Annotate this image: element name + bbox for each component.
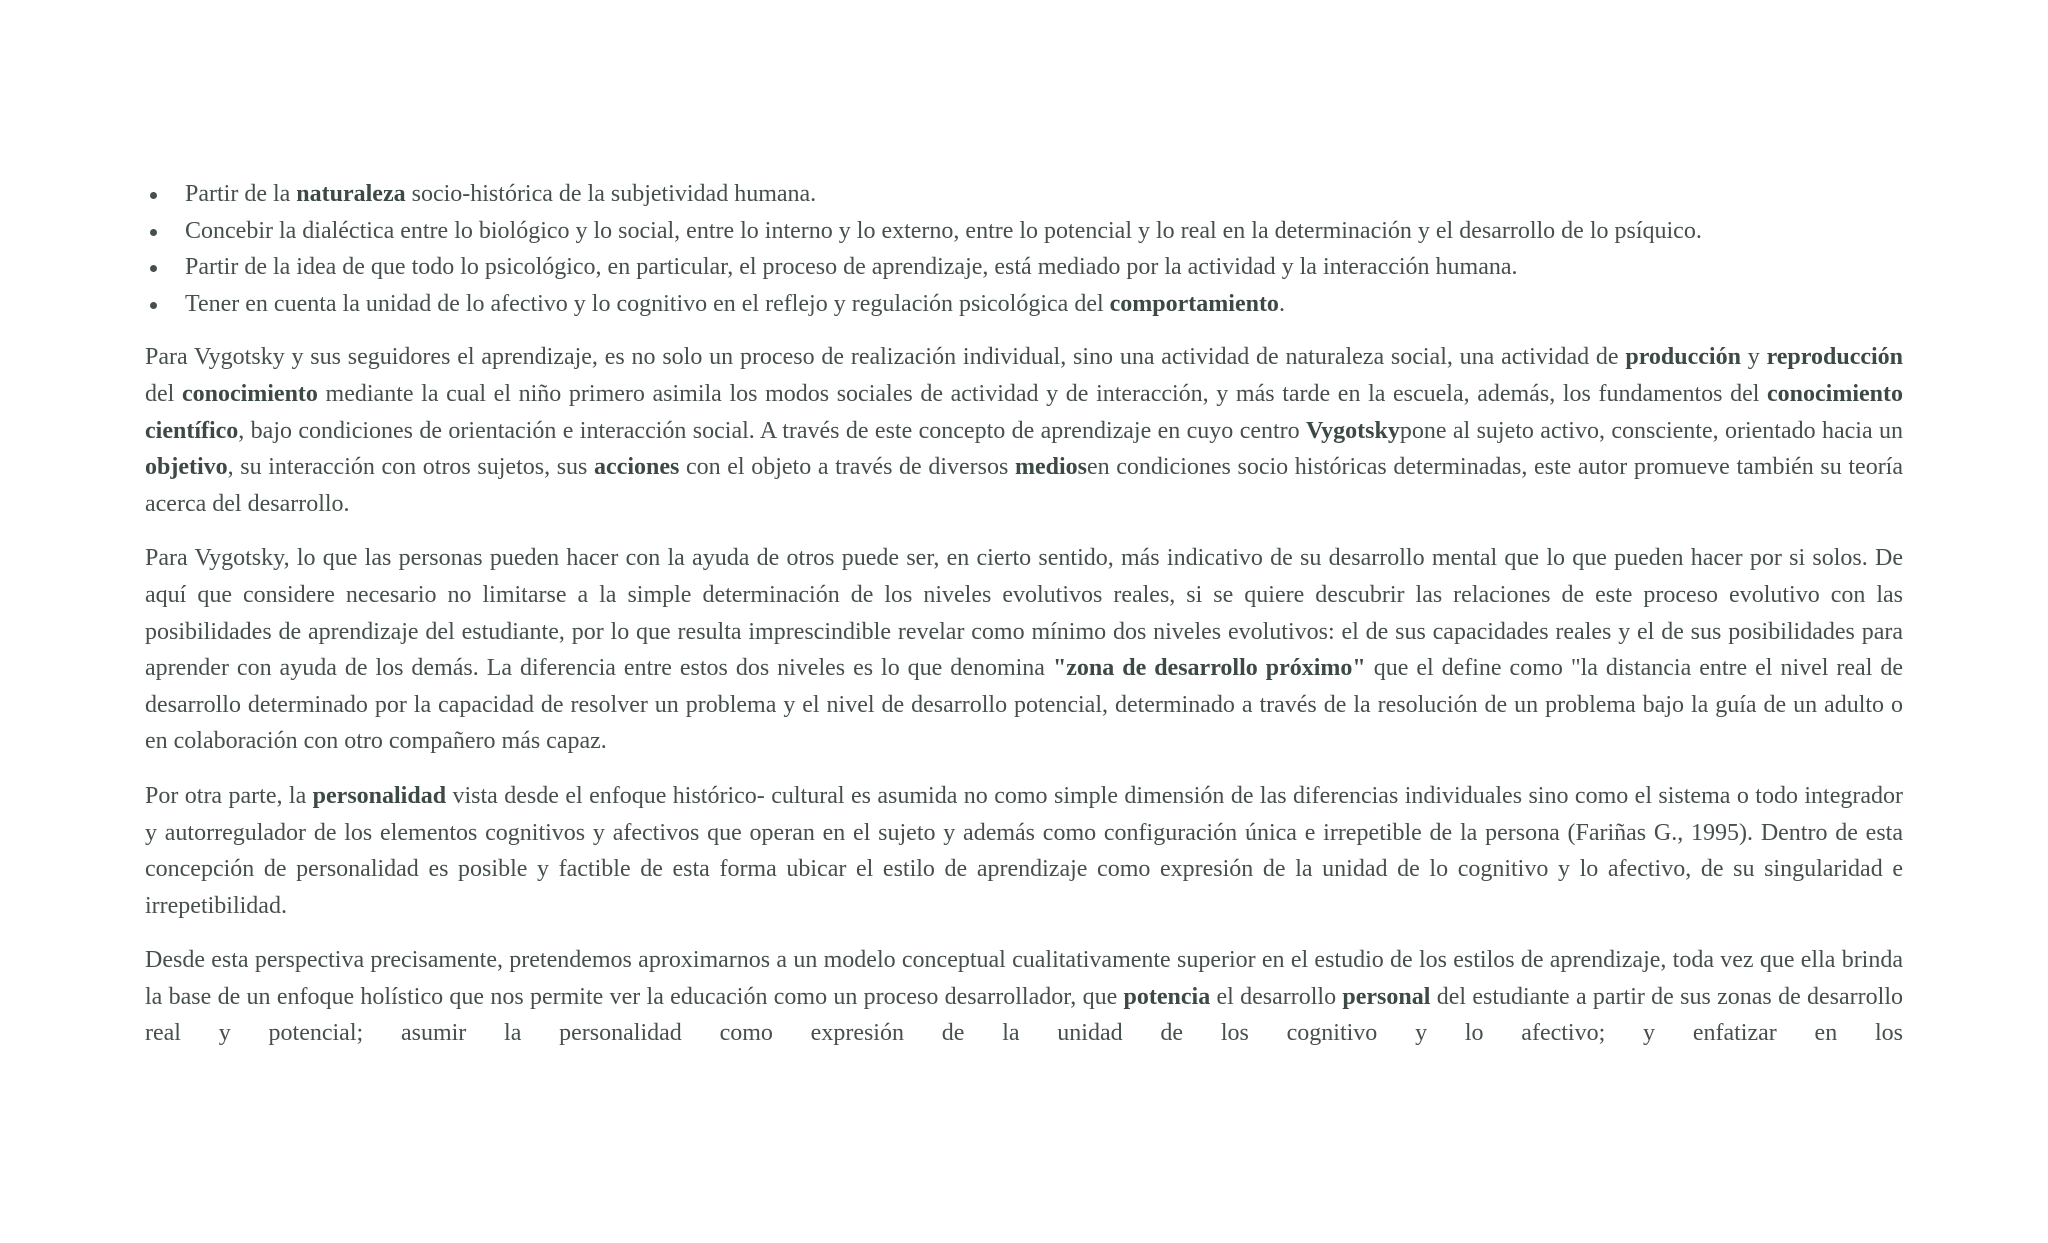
bullet-icon bbox=[150, 229, 157, 236]
text-run: Por otra parte, la bbox=[145, 782, 313, 809]
paragraph-personalidad bbox=[145, 778, 1903, 924]
bold-term: reproducción bbox=[1766, 344, 1904, 371]
bullet-text: Partir de la idea de que todo lo psicológico, en particular, el proceso de aprendizaje, está mediado por la actividad y la interacción humana. bbox=[185, 254, 1518, 281]
text-run: , su interacción con otros sujetos, sus bbox=[227, 454, 595, 481]
bullet-text: . bbox=[1278, 290, 1285, 317]
bullet-icon bbox=[150, 192, 157, 199]
list-item bbox=[145, 286, 1903, 323]
list-item bbox=[145, 249, 1903, 286]
text-run: Para Vygotsky, lo que las personas pueden hacer con la ayuda de otros puede ser, en cierto sentido, más indicativo de su desarrollo mental que lo que pueden hacer por si solos. De aquí que considere necesario no limitarse a la simple determinación de los niveles evolutivos reales, si se quiere descubrir las relaciones de este proceso evolutivo con las posibilidades de aprendizaje del estudiante, por lo que resulta imprescindible revelar como mínimo dos niveles evolutivos: el de sus capacidades reales y el de sus posibilidades para aprender con ayuda de los demás. La diferencia entre estos dos niveles es lo que denomina bbox=[145, 545, 1903, 682]
bold-term: producción bbox=[1625, 344, 1741, 371]
bullet-text: socio-histórica de la subjetividad humana. bbox=[405, 181, 817, 207]
bold-term: objetivo bbox=[145, 454, 228, 481]
bold-term: medios bbox=[1014, 454, 1087, 481]
text-run: vista desde el enfoque histórico- cultural es asumida no como simple dimensión de las diferencias individuales sino como el sistema o todo integrador y autorregulador de los elementos cognitivos y afectivos que operan en el sujeto y además como configuración única e irrepetible de la persona (Fariñas G., 1995). Dentro de esta concepción de personalidad es posible y factible de esta forma ubicar el estilo de aprendizaje como expresión de la unidad de lo cognitivo y lo afectivo, de su singularidad e irrepetibilidad. bbox=[145, 782, 1904, 919]
bold-term: conocimiento bbox=[181, 380, 318, 407]
paragraph-aprendizaje-vygotsky bbox=[145, 339, 1903, 522]
bullet-icon bbox=[150, 265, 157, 272]
paragraph-zona-desarrollo bbox=[145, 540, 1903, 760]
bullet-text: Partir de la bbox=[185, 181, 297, 207]
text-run: mediante la cual el niño primero asimila los modos sociales de actividad y de interacción, y más tarde en la escuela, además, los fundamentos del bbox=[317, 380, 1768, 407]
text-run: , bajo condiciones de orientación e interacción social. A través de este concepto de aprendizaje en cuyo centro bbox=[238, 417, 1307, 444]
bullet-text: Tener en cuenta la unidad de lo afectivo y lo cognitivo en el reflejo y regulación psicológica del bbox=[185, 290, 1110, 317]
list-item bbox=[145, 176, 1903, 213]
bold-term: conocimiento científico bbox=[145, 380, 1903, 444]
bullet-list bbox=[145, 176, 1903, 322]
text-run: en condiciones socio históricas determinadas, este autor promueve también su teoría acerca del desarrollo. bbox=[145, 454, 1904, 517]
text-run: Desde esta perspectiva precisamente, pretendemos aproximarnos a un modelo conceptual cualitativamente superior en el estudio de los estilos de aprendizaje, toda vez que ella brinda la base de un enfoque holístico que nos permite ver la educación como un proceso desarrollador, que bbox=[145, 947, 1903, 1010]
text-run: del estudiante a partir de sus zonas de desarrollo real y potencial; asumir la personalidad como expresión de la unidad de los cognitivo y lo afectivo; y enfatizar en los bbox=[145, 983, 1903, 1047]
list-item bbox=[145, 213, 1903, 250]
bold-term: potencia bbox=[1123, 983, 1211, 1010]
text-run: del bbox=[145, 380, 182, 407]
paragraph-perspectiva bbox=[145, 942, 1903, 1052]
bold-term: acciones bbox=[594, 454, 680, 481]
bold-term: personalidad bbox=[312, 782, 447, 809]
text-run: y bbox=[1740, 344, 1767, 371]
bold-term: Vygotsky bbox=[1306, 417, 1400, 444]
text-run: el desarrollo bbox=[1210, 983, 1343, 1010]
bold-term: comportamiento bbox=[1109, 290, 1279, 317]
bold-term: "zona de desarrollo próximo" bbox=[1052, 655, 1366, 682]
bold-term: personal bbox=[1342, 983, 1431, 1010]
document-page bbox=[145, 176, 1903, 1070]
text-run: que el define como "la distancia entre el nivel real de desarrollo determinado por la capacidad de resolver un problema y el nivel de desarrollo potencial, determinado a través de la resolución de un problema bajo la guía de un adulto o en colaboración con otro compañero más capaz. bbox=[145, 655, 1903, 755]
text-run: Para Vygotsky y sus seguidores el aprendizaje, es no solo un proceso de realización individual, sino una actividad de naturaleza social, una actividad de bbox=[145, 344, 1626, 371]
bullet-icon bbox=[150, 302, 157, 309]
bold-term: naturaleza bbox=[296, 181, 406, 207]
bullet-text: Concebir la dialéctica entre lo biológico y lo social, entre lo interno y lo externo, entre lo potencial y lo real en la determinación y el desarrollo de lo psíquico. bbox=[185, 217, 1702, 244]
text-run: con el objeto a través de diversos bbox=[679, 454, 1015, 481]
text-run: pone al sujeto activo, consciente, orientado hacia un bbox=[1399, 417, 1904, 444]
